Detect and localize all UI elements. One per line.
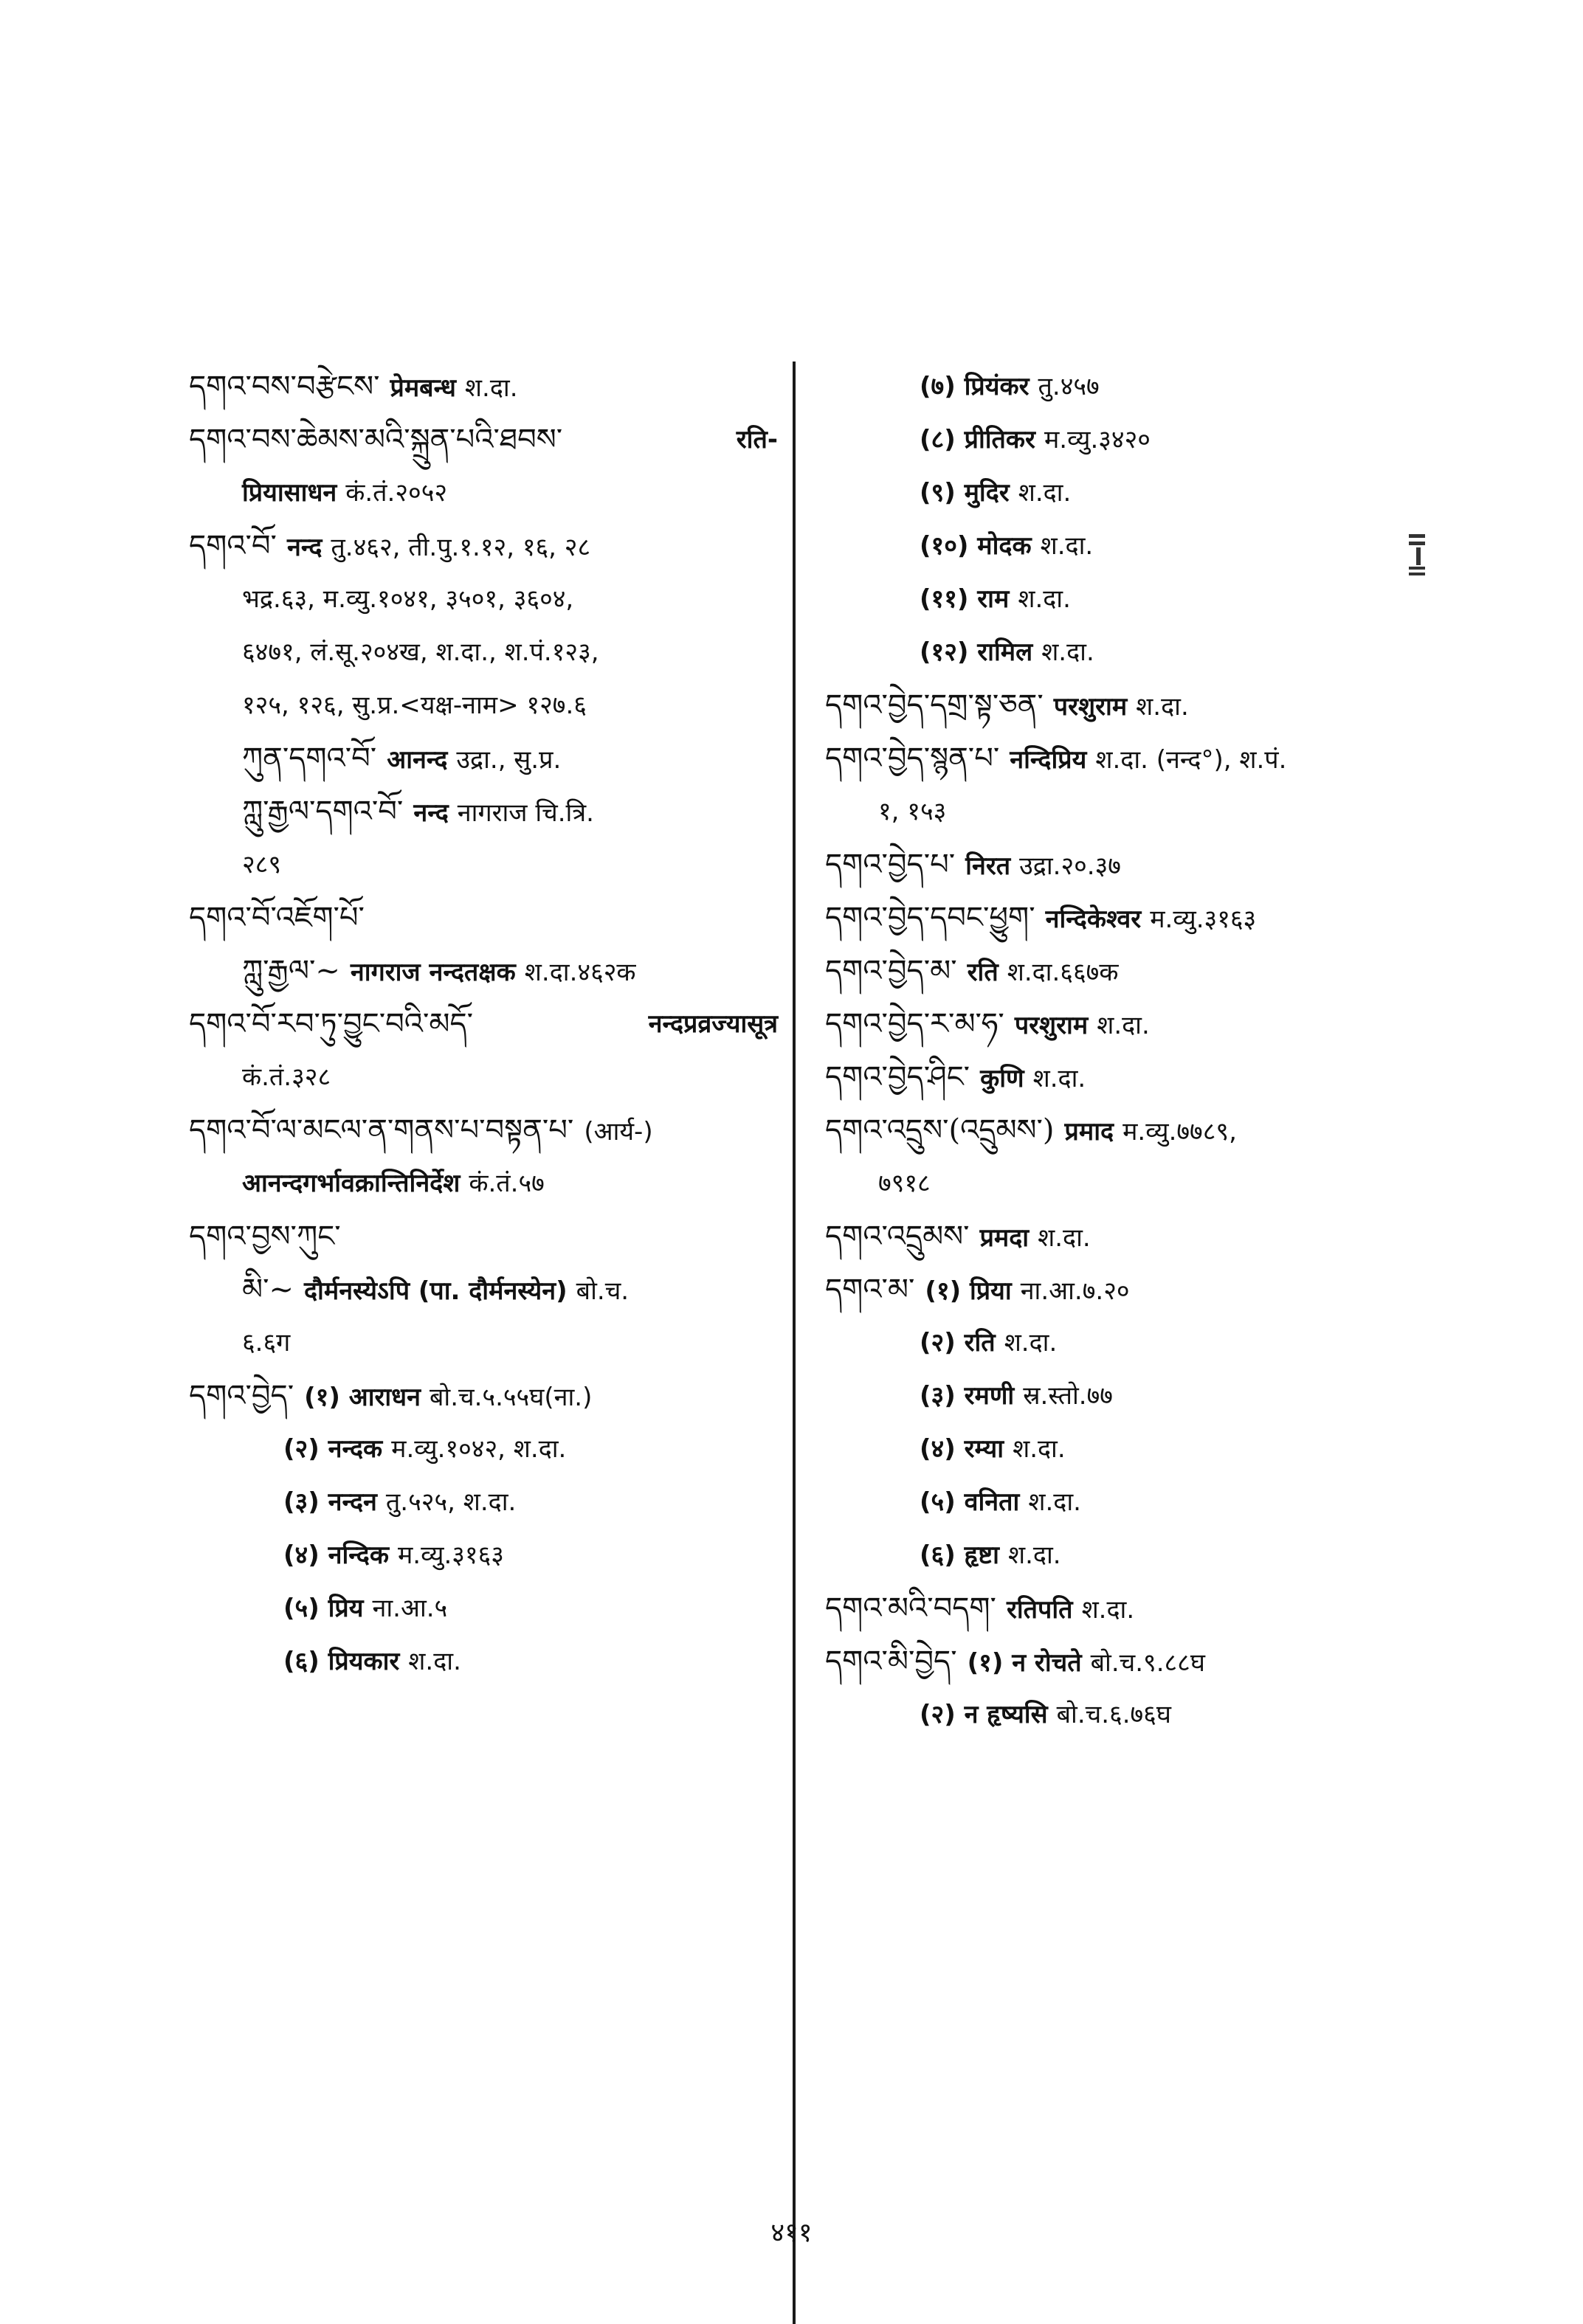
- dictionary-line: [189, 1051, 787, 1104]
- reference: श.दा.: [1007, 1540, 1061, 1570]
- dictionary-line: [189, 1369, 787, 1422]
- dictionary-line: [189, 466, 787, 519]
- reference: उद्रा., सु.प्र.: [456, 745, 562, 775]
- dictionary-line: [189, 1210, 787, 1263]
- sanskrit-term: दौर्मनस्येऽपि (पा. दौर्मनस्येन): [304, 1276, 568, 1306]
- sanskrit-term: (२) नन्दक: [283, 1434, 383, 1464]
- tibetan-headword: དགའ་བྱེད་སྙན་པ་: [825, 741, 1000, 775]
- sanskrit-term: आनन्दगर्भावक्रान्तिनिर्देश: [242, 1169, 461, 1198]
- dictionary-line: [825, 679, 1430, 732]
- tibetan-headword: དགའ་བྱེད་ཤིང་: [825, 1060, 970, 1094]
- reference: १२५, १२६, सु.प्र.<यक्ष-नाम> १२७.६: [242, 691, 587, 720]
- sanskrit-term: रतिपति: [1006, 1595, 1073, 1625]
- dictionary-line: [825, 1051, 1430, 1104]
- reference: म.व्यु.१०४२, श.दा.: [391, 1434, 567, 1464]
- sanskrit-term: (२) न हृष्यसि: [920, 1700, 1048, 1729]
- reference: तु.५२५, श.दा.: [385, 1487, 517, 1517]
- dictionary-line: [189, 785, 787, 838]
- dictionary-line: [189, 1529, 787, 1582]
- reference: ना.आ.७.२०: [1020, 1276, 1130, 1306]
- sanskrit-term: (३) नन्दन: [283, 1487, 377, 1517]
- sanskrit-term: प्रमाद: [1064, 1117, 1114, 1147]
- sanskrit-term-continued: रति-: [736, 425, 778, 454]
- sanskrit-term: नन्द: [286, 533, 323, 562]
- tibetan-headword: དགའ་བྱས་ཀུང་: [189, 1220, 341, 1253]
- dictionary-line: [189, 1476, 787, 1529]
- reference: श.दा.: [1004, 1328, 1058, 1358]
- dictionary-line: [825, 1210, 1430, 1263]
- reference: भद्र.६३, म.व्यु.१०४१, ३५०१, ३६०४,: [242, 584, 574, 614]
- tibetan-headword: དགའ་བྱེད་མ་: [825, 954, 957, 988]
- sanskrit-term: (३) रमणी: [920, 1381, 1015, 1411]
- page-number: ४११: [770, 2218, 813, 2248]
- sanskrit-term: प्रियासाधन: [242, 478, 337, 508]
- reference: स्र.स्तो.७७: [1023, 1381, 1113, 1411]
- reference: म.व्यु.३४२०: [1044, 425, 1151, 454]
- dictionary-line: [825, 1582, 1430, 1635]
- margin-mark-icon: [1406, 531, 1428, 578]
- reference: ६४७१, लं.सू.२०४ख, श.दा., श.पं.१२३,: [242, 637, 599, 667]
- dictionary-line: [189, 573, 787, 626]
- reference: श.दा.: [1018, 478, 1072, 508]
- sanskrit-term: (९) मुदिर: [920, 478, 1010, 508]
- reference: ना.आ.५: [372, 1594, 448, 1623]
- tibetan-headword: དགའ་མ་: [825, 1273, 915, 1307]
- tibetan-headword: དགའ་བོ་འཇོག་པོ་: [189, 901, 365, 935]
- reference: तु.४५७: [1038, 372, 1100, 401]
- dictionary-line: [189, 997, 787, 1051]
- sanskrit-term: आनन्द: [387, 745, 448, 775]
- reference: श.दा.: [1097, 1011, 1150, 1040]
- sanskrit-term: निरत: [965, 851, 1011, 881]
- dictionary-line: [189, 891, 787, 944]
- dictionary-line: [825, 466, 1430, 519]
- dictionary-line: [825, 1688, 1430, 1741]
- left-column: [189, 360, 787, 1688]
- reference: श.दा.४६२क: [524, 958, 636, 987]
- dictionary-line: [189, 1263, 787, 1316]
- dictionary-line: [825, 1635, 1430, 1688]
- reference: श.दा.: [1040, 531, 1094, 561]
- sanskrit-term: (५) प्रिय: [283, 1594, 364, 1623]
- dictionary-line: [189, 1635, 787, 1688]
- right-column: [825, 360, 1430, 1741]
- reference: म.व्यु.७७८९,: [1122, 1117, 1237, 1147]
- sanskrit-term: परशुराम: [1014, 1011, 1089, 1040]
- sanskrit-term: (१) प्रिया: [925, 1276, 1012, 1306]
- dictionary-line: [189, 1157, 787, 1210]
- tibetan-headword: ཀླུ་རྒྱལ་~: [242, 954, 340, 988]
- reference: नागराज चि.त्रि.: [457, 798, 594, 828]
- reference: श.दा.: [408, 1647, 461, 1676]
- dictionary-line: [189, 1422, 787, 1476]
- dictionary-line: [189, 732, 787, 785]
- sanskrit-term: नागराज नन्दतक्षक: [350, 958, 516, 987]
- tibetan-headword: དགའ་བྱེད་ར་མ་ཧ་: [825, 1007, 1004, 1041]
- reference: कं.तं.२०५२: [345, 478, 448, 508]
- reference: म.व्यु.३१६३: [1150, 905, 1257, 934]
- dictionary-line: [825, 785, 1430, 838]
- sanskrit-term: (१२) रामिल: [920, 637, 1033, 667]
- dictionary-line: [825, 838, 1430, 891]
- reference: श.दा. (नन्द°), श.पं.: [1095, 745, 1287, 775]
- sanskrit-term: (१०) मोदक: [920, 531, 1032, 561]
- sanskrit-term: नन्दिप्रिय: [1010, 745, 1087, 775]
- tibetan-headword: དགའ་བྱེད་པ་: [825, 848, 956, 882]
- sanskrit-term: परशुराम: [1053, 692, 1128, 722]
- dictionary-line: [189, 1104, 787, 1157]
- dictionary-line: [825, 997, 1430, 1051]
- dictionary-line: [189, 838, 787, 891]
- dictionary-line: [189, 679, 787, 732]
- tibetan-headword: དགའ་བྱེད་དབང་ཕྱུག་: [825, 901, 1035, 935]
- sanskrit-term: (६) हृष्टा: [920, 1540, 999, 1570]
- dictionary-line: [189, 944, 787, 997]
- reference: श.दा.: [1018, 584, 1071, 614]
- sanskrit-term: (४) रम्या: [920, 1434, 1004, 1464]
- sanskrit-term: (१) न रोचते: [967, 1648, 1082, 1678]
- reference: बो.च.९.८८घ: [1090, 1648, 1205, 1678]
- tibetan-headword: དགའ་བོ་ལ་མངལ་ན་གནས་པ་བསྟན་པ་: [189, 1113, 574, 1147]
- reference: (आर्य-): [584, 1117, 653, 1147]
- dictionary-line: [189, 1582, 787, 1635]
- tibetan-headword: དགའ་འདྲུམས་: [825, 1220, 970, 1253]
- dictionary-line: [189, 519, 787, 573]
- dictionary-line: [825, 1157, 1430, 1210]
- reference: कं.तं.३२८: [242, 1062, 331, 1092]
- dictionary-line: [825, 891, 1430, 944]
- column-divider: [793, 362, 796, 2324]
- tibetan-headword: དགའ་བས་བརྩེངས་: [189, 370, 380, 404]
- sanskrit-term: प्रमदा: [979, 1223, 1030, 1253]
- dictionary-line: [189, 360, 787, 413]
- reference: श.दा.: [1028, 1487, 1081, 1517]
- dictionary-line: [825, 1529, 1430, 1582]
- reference: ६.६ग: [242, 1328, 291, 1358]
- dictionary-line: [825, 1369, 1430, 1422]
- sanskrit-term: (५) वनिता: [920, 1487, 1020, 1517]
- dictionary-line: [825, 1263, 1430, 1316]
- reference: श.दा.: [1038, 1223, 1091, 1253]
- sanskrit-term: (२) रति: [920, 1328, 996, 1358]
- dictionary-line: [189, 413, 787, 466]
- reference: श.दा.६६७क: [1007, 958, 1119, 987]
- tibetan-headword: དགའ་བྱེད་དགྲ་སྟ་ཅན་: [825, 688, 1044, 722]
- sanskrit-term: (१) आराधन: [304, 1383, 421, 1412]
- tibetan-headword: དགའ་བོ་: [189, 529, 277, 563]
- tibetan-headword: དགའ་མའི་བདག་: [825, 1591, 996, 1625]
- reference: ७९१८: [878, 1169, 931, 1198]
- reference: श.दा.: [1041, 637, 1094, 667]
- reference: उद्रा.२०.३७: [1019, 851, 1121, 881]
- sanskrit-term: (४) नन्दिक: [283, 1540, 389, 1570]
- dictionary-line: [825, 519, 1430, 573]
- reference: कं.तं.५७: [469, 1169, 545, 1198]
- dictionary-line: [825, 1104, 1430, 1157]
- dictionary-line: [189, 626, 787, 679]
- tibetan-headword: དགའ་བྱེད་: [189, 1379, 294, 1413]
- reference: २८९: [242, 850, 282, 879]
- reference: बो.च.: [576, 1276, 630, 1306]
- dictionary-line: [825, 732, 1430, 785]
- dictionary-line: [825, 626, 1430, 679]
- dictionary-line: [825, 360, 1430, 413]
- sanskrit-term-continued: नन्दप्रव्रज्यासूत्र: [648, 1009, 778, 1039]
- reference: श.दा.: [464, 373, 518, 403]
- dictionary-line: [825, 573, 1430, 626]
- tibetan-headword: དགའ་བས་ཆེམས་མའི་སྐྲུན་པའི་ཐབས་: [189, 423, 563, 457]
- tibetan-headword: དགའ་བོ་རབ་ཏུ་བྱུང་བའི་མདོ་: [189, 1007, 474, 1041]
- reference: तु.४६२, ती.पु.१.१२, १६, २८: [331, 533, 591, 562]
- dictionary-line: [825, 1422, 1430, 1476]
- sanskrit-term: नन्दिकेश्वर: [1045, 905, 1142, 934]
- reference: श.दा.: [1081, 1595, 1135, 1625]
- dictionary-line: [825, 1316, 1430, 1369]
- sanskrit-term: रति: [967, 958, 999, 987]
- reference: बो.च.६.७६घ: [1056, 1700, 1171, 1729]
- reference: श.दा.: [1136, 692, 1189, 722]
- sanskrit-term: (११) राम: [920, 584, 1010, 614]
- dictionary-line: [825, 1476, 1430, 1529]
- tibetan-headword: མི་~: [242, 1273, 294, 1307]
- dictionary-line: [825, 413, 1430, 466]
- sanskrit-term: (८) प्रीतिकर: [920, 425, 1035, 454]
- dictionary-line: [189, 1316, 787, 1369]
- reference: म.व्यु.३१६३: [397, 1540, 504, 1570]
- sanskrit-term: (७) प्रियंकर: [920, 372, 1030, 401]
- tibetan-headword: ཀུན་དགའ་བོ་: [242, 741, 377, 775]
- tibetan-headword: ཀླུ་རྒྱལ་དགའ་བོ་: [242, 795, 404, 829]
- tibetan-headword: དགའ་མི་བྱེད་: [825, 1645, 957, 1678]
- reference: श.दा.: [1032, 1064, 1086, 1093]
- reference: श.दा.: [1013, 1434, 1066, 1464]
- sanskrit-term: नन्द: [413, 798, 449, 828]
- dictionary-line: [825, 944, 1430, 997]
- reference: १, १५३: [878, 797, 947, 826]
- reference: बो.च.५.५५घ(ना.): [429, 1383, 593, 1412]
- tibetan-headword: དགའ་འདྲུས་(འདྲུམས་): [825, 1113, 1055, 1147]
- sanskrit-term: (६) प्रियकार: [283, 1647, 400, 1676]
- sanskrit-term: प्रेमबन्ध: [390, 373, 456, 403]
- sanskrit-term: कुणि: [980, 1064, 1024, 1093]
